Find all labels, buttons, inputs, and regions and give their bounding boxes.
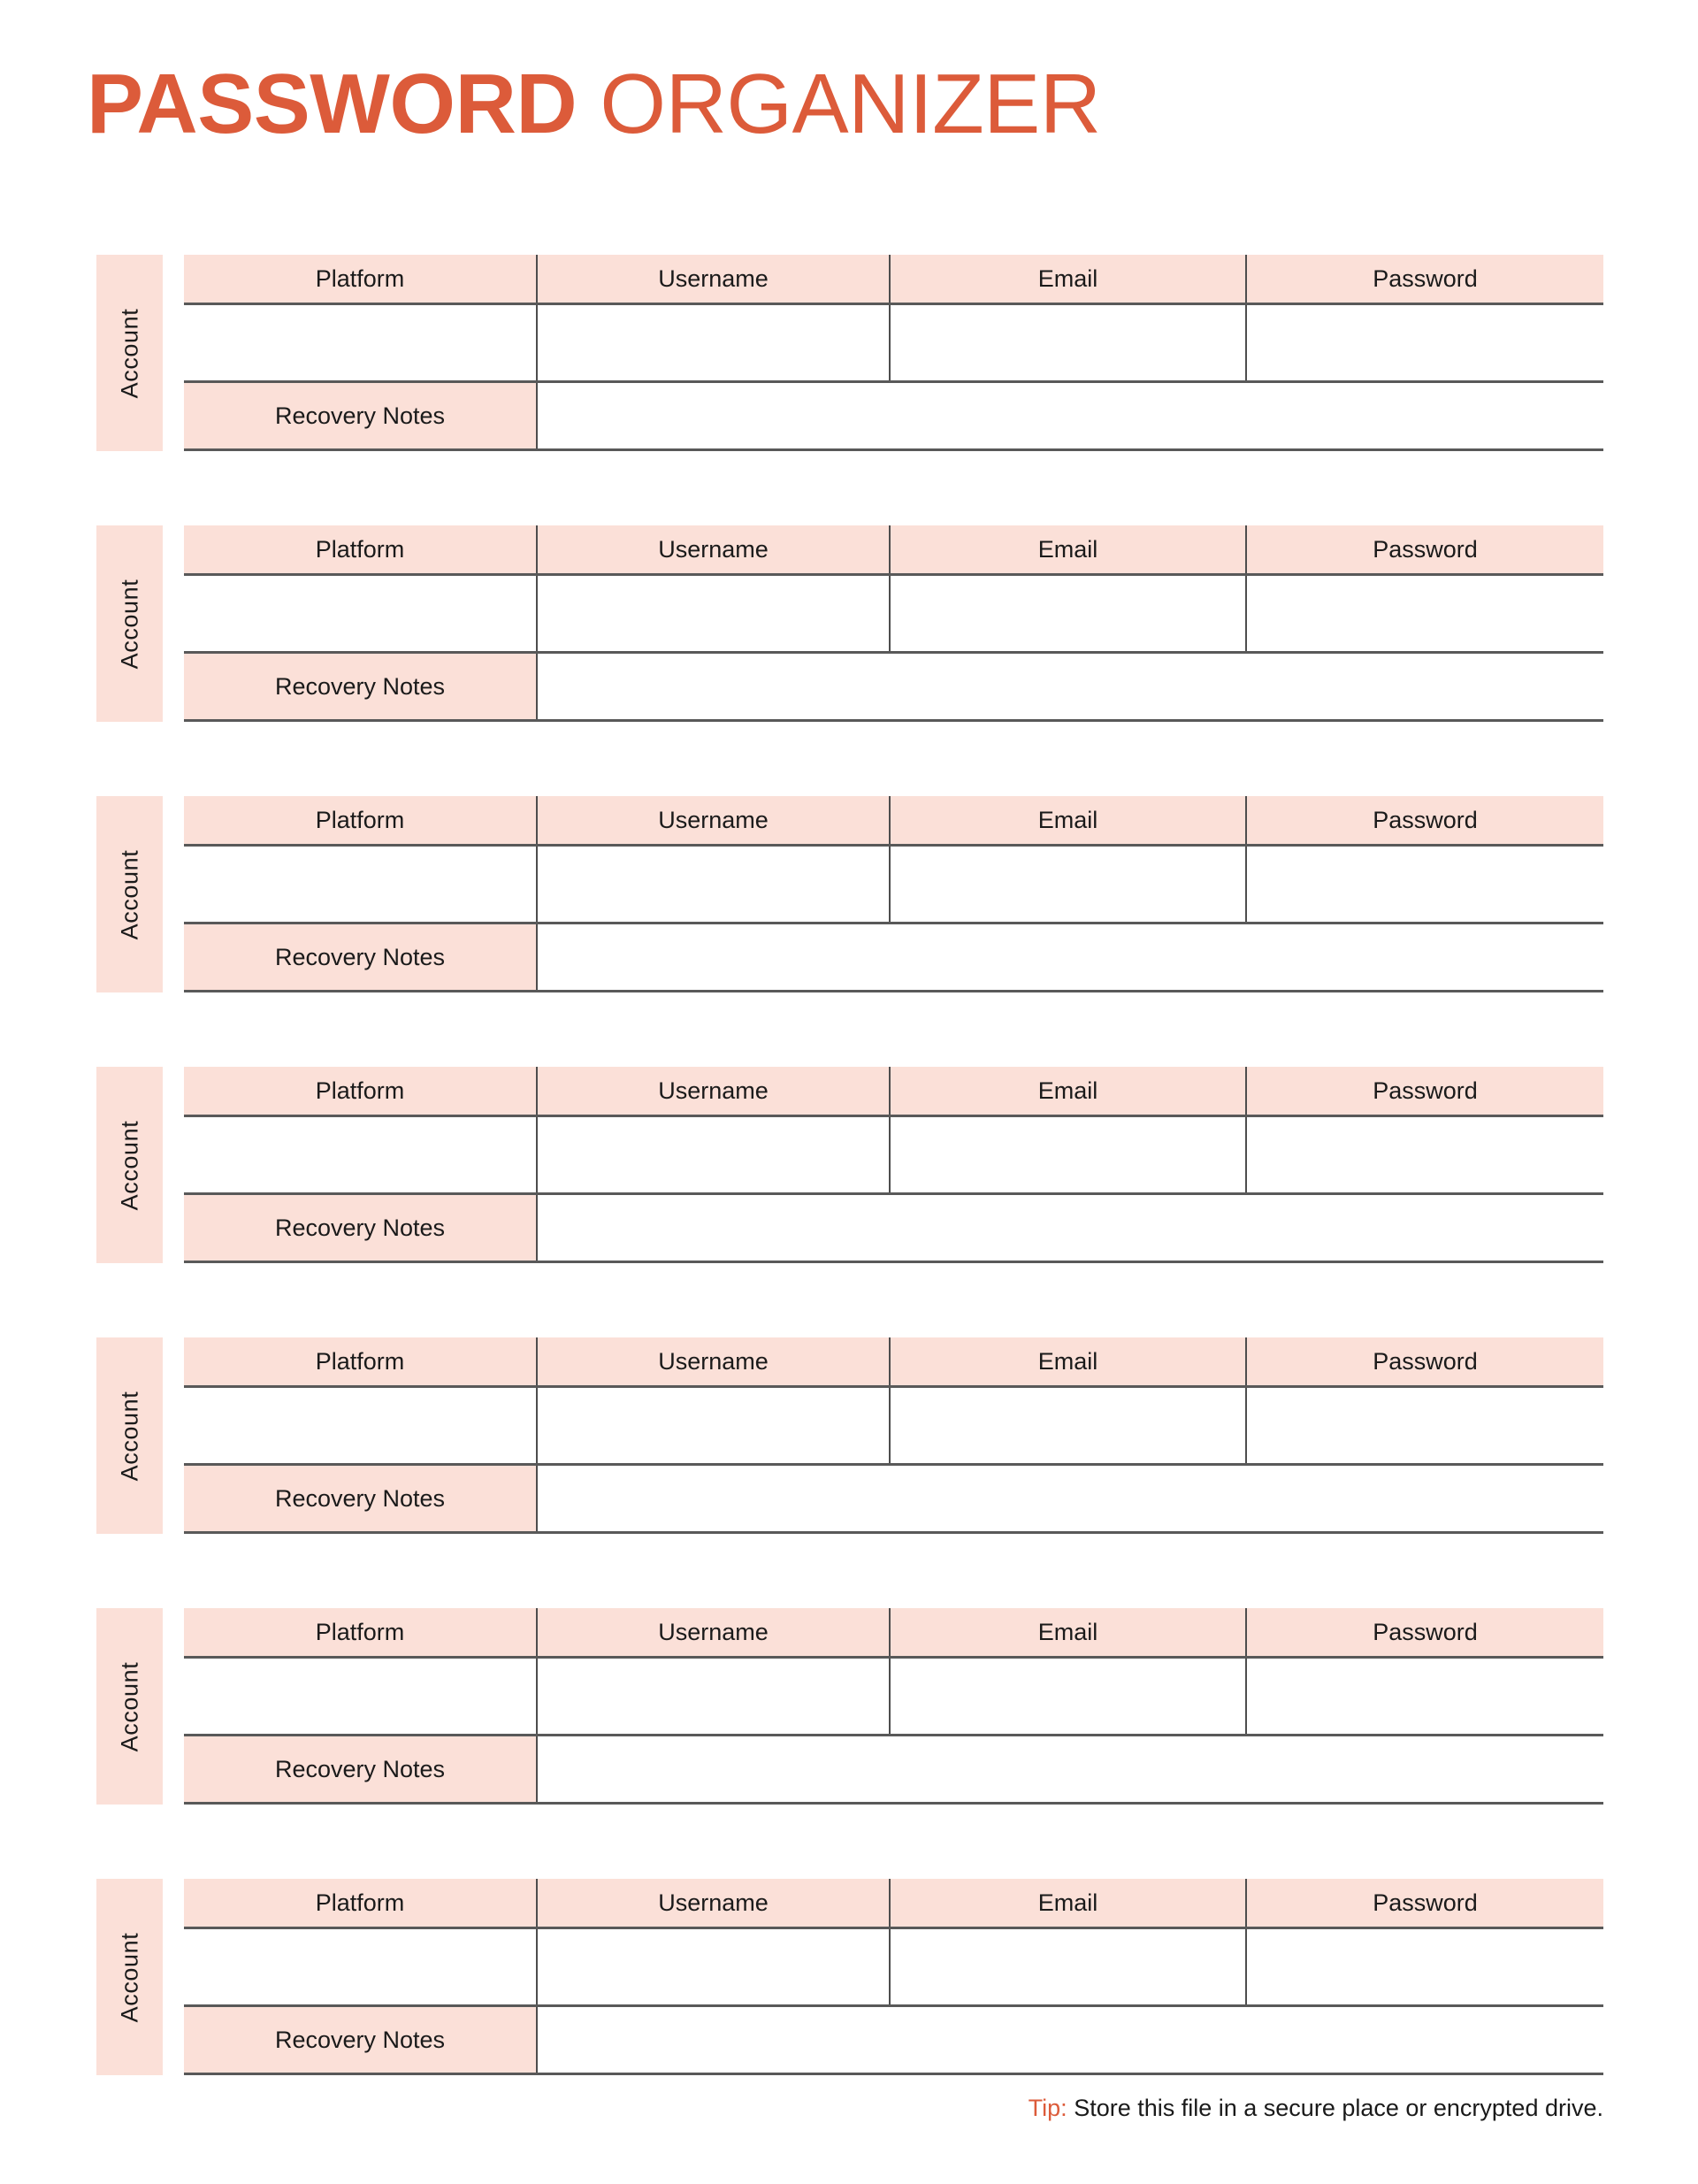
password-field[interactable] xyxy=(1247,847,1603,922)
page-title-strong: PASSWORD xyxy=(87,57,577,151)
footer-tip-key: Tip: xyxy=(1028,2095,1067,2121)
recovery-notes-label: Recovery Notes xyxy=(184,1466,538,1531)
column-header-platform: Platform xyxy=(184,1067,538,1115)
table-header-row xyxy=(184,796,1603,847)
recovery-notes-field[interactable] xyxy=(538,924,1603,990)
account-tab-label: Account xyxy=(116,308,143,398)
column-header-email: Email xyxy=(891,1879,1247,1927)
password-field[interactable] xyxy=(1247,576,1603,651)
table-notes-row xyxy=(184,1466,1603,1534)
account-tab xyxy=(96,1879,163,2075)
table-entry-row xyxy=(184,1929,1603,2007)
account-block xyxy=(96,525,1603,722)
recovery-notes-field[interactable] xyxy=(538,1195,1603,1261)
table-notes-row xyxy=(184,924,1603,992)
platform-field[interactable] xyxy=(184,1659,538,1734)
account-tab-label: Account xyxy=(116,1120,143,1210)
table-notes-row xyxy=(184,1195,1603,1263)
table-entry-row xyxy=(184,576,1603,654)
password-field[interactable] xyxy=(1247,1929,1603,2004)
page-title-light: ORGANIZER xyxy=(577,57,1101,151)
recovery-notes-field[interactable] xyxy=(538,2007,1603,2073)
table-header-row xyxy=(184,1067,1603,1117)
column-header-platform: Platform xyxy=(184,255,538,303)
account-block xyxy=(96,1608,1603,1805)
account-block xyxy=(96,1337,1603,1534)
account-tab-label: Account xyxy=(116,1391,143,1481)
account-table xyxy=(184,255,1603,451)
column-header-username: Username xyxy=(538,1067,891,1115)
column-header-password: Password xyxy=(1247,796,1603,844)
account-block xyxy=(96,796,1603,992)
account-tab-label: Account xyxy=(116,1932,143,2022)
column-header-email: Email xyxy=(891,1067,1247,1115)
username-field[interactable] xyxy=(538,1117,891,1192)
table-entry-row xyxy=(184,1659,1603,1736)
email-field[interactable] xyxy=(891,576,1247,651)
column-header-email: Email xyxy=(891,255,1247,303)
table-header-row xyxy=(184,525,1603,576)
account-table xyxy=(184,1067,1603,1263)
column-header-password: Password xyxy=(1247,1067,1603,1115)
column-header-platform: Platform xyxy=(184,1608,538,1656)
column-header-username: Username xyxy=(538,525,891,573)
footer-tip xyxy=(1029,2095,1603,2122)
column-header-username: Username xyxy=(538,1879,891,1927)
account-table xyxy=(184,1608,1603,1805)
account-block xyxy=(96,1067,1603,1263)
recovery-notes-label: Recovery Notes xyxy=(184,1195,538,1261)
email-field[interactable] xyxy=(891,1929,1247,2004)
table-entry-row xyxy=(184,305,1603,383)
recovery-notes-field[interactable] xyxy=(538,654,1603,719)
column-header-password: Password xyxy=(1247,255,1603,303)
account-tab xyxy=(96,1067,163,1263)
account-table xyxy=(184,796,1603,992)
platform-field[interactable] xyxy=(184,1117,538,1192)
recovery-notes-label: Recovery Notes xyxy=(184,1736,538,1802)
account-block xyxy=(96,1879,1603,2075)
email-field[interactable] xyxy=(891,305,1247,380)
column-header-email: Email xyxy=(891,796,1247,844)
email-field[interactable] xyxy=(891,1388,1247,1463)
username-field[interactable] xyxy=(538,305,891,380)
column-header-password: Password xyxy=(1247,1879,1603,1927)
platform-field[interactable] xyxy=(184,305,538,380)
column-header-platform: Platform xyxy=(184,1337,538,1385)
column-header-username: Username xyxy=(538,255,891,303)
platform-field[interactable] xyxy=(184,576,538,651)
username-field[interactable] xyxy=(538,1929,891,2004)
username-field[interactable] xyxy=(538,1388,891,1463)
table-notes-row xyxy=(184,654,1603,722)
account-tab xyxy=(96,255,163,451)
table-header-row xyxy=(184,1879,1603,1929)
account-table xyxy=(184,1879,1603,2075)
recovery-notes-field[interactable] xyxy=(538,1466,1603,1531)
account-tab xyxy=(96,796,163,992)
column-header-email: Email xyxy=(891,1608,1247,1656)
table-notes-row xyxy=(184,2007,1603,2075)
account-block xyxy=(96,255,1603,451)
column-header-username: Username xyxy=(538,1608,891,1656)
recovery-notes-label: Recovery Notes xyxy=(184,654,538,719)
account-tab xyxy=(96,1337,163,1534)
table-entry-row xyxy=(184,847,1603,924)
column-header-password: Password xyxy=(1247,1608,1603,1656)
column-header-platform: Platform xyxy=(184,796,538,844)
table-header-row xyxy=(184,1608,1603,1659)
account-tab-label: Account xyxy=(116,1661,143,1751)
account-table xyxy=(184,525,1603,722)
password-field[interactable] xyxy=(1247,305,1603,380)
username-field[interactable] xyxy=(538,576,891,651)
account-tab-label: Account xyxy=(116,849,143,939)
table-header-row xyxy=(184,1337,1603,1388)
account-tab-label: Account xyxy=(116,579,143,669)
column-header-password: Password xyxy=(1247,525,1603,573)
recovery-notes-label: Recovery Notes xyxy=(184,924,538,990)
table-entry-row xyxy=(184,1117,1603,1195)
password-field[interactable] xyxy=(1247,1388,1603,1463)
username-field[interactable] xyxy=(538,847,891,922)
column-header-password: Password xyxy=(1247,1337,1603,1385)
account-tab xyxy=(96,525,163,722)
platform-field[interactable] xyxy=(184,1388,538,1463)
column-header-email: Email xyxy=(891,1337,1247,1385)
column-header-username: Username xyxy=(538,796,891,844)
password-field[interactable] xyxy=(1247,1117,1603,1192)
account-table xyxy=(184,1337,1603,1534)
table-notes-row xyxy=(184,1736,1603,1805)
footer-tip-text: Store this file in a secure place or encrypted drive. xyxy=(1067,2095,1603,2121)
column-header-username: Username xyxy=(538,1337,891,1385)
platform-field[interactable] xyxy=(184,1929,538,2004)
email-field[interactable] xyxy=(891,847,1247,922)
recovery-notes-label: Recovery Notes xyxy=(184,383,538,448)
email-field[interactable] xyxy=(891,1117,1247,1192)
recovery-notes-field[interactable] xyxy=(538,1736,1603,1802)
column-header-platform: Platform xyxy=(184,525,538,573)
table-header-row xyxy=(184,255,1603,305)
email-field[interactable] xyxy=(891,1659,1247,1734)
column-header-email: Email xyxy=(891,525,1247,573)
username-field[interactable] xyxy=(538,1659,891,1734)
recovery-notes-field[interactable] xyxy=(538,383,1603,448)
recovery-notes-label: Recovery Notes xyxy=(184,2007,538,2073)
table-notes-row xyxy=(184,383,1603,451)
password-field[interactable] xyxy=(1247,1659,1603,1734)
table-entry-row xyxy=(184,1388,1603,1466)
platform-field[interactable] xyxy=(184,847,538,922)
account-tab xyxy=(96,1608,163,1805)
column-header-platform: Platform xyxy=(184,1879,538,1927)
